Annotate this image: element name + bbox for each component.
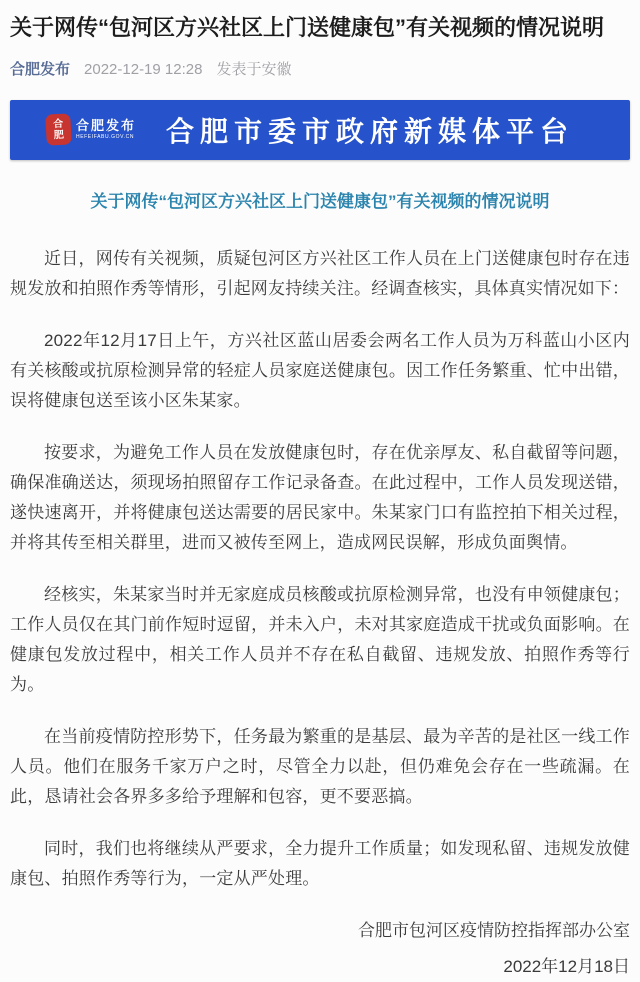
article-body (10, 244, 630, 894)
paragraph-3: 按要求，为避免工作人员在发放健康包时，存在优亲厚友、私自截留等问题，确保准确送达，须现场拍照留存工作记录备查。在此过程中，工作人员发现送错，遂快速离开，并将健康包送达需要的居民家中。朱某家门口有监控拍下相关过程，并将其传至相关群里，进而又被传至网上，造成网民误解，形成负面舆情。 (10, 442, 630, 552)
paragraph-6: 同时，我们也将继续从严要求，全力提升工作质量；如发现私留、违规发放健康包、拍照作秀等行为，一定从严处理。 (10, 838, 630, 888)
paragraph-5: 在当前疫情防控形势下，任务最为繁重的是基层、最为辛苦的是社区一线工作人员。他们在服务千家万户之时，尽管全力以赴，但仍难免会存在一些疏漏。在此，恳请社会各界多多给予理解和包容，更不要恶搞。 (10, 726, 630, 806)
signature-organization: 合肥市包河区疫情防控指挥部办公室 (358, 920, 630, 940)
byline (10, 58, 630, 79)
logo-name: 合肥发布 (76, 117, 137, 133)
seal-char-2: 肥 (53, 129, 65, 142)
red-seal-icon (45, 114, 72, 146)
paragraph-2: 2022年12月17日上午，方兴社区蓝山居委会两名工作人员为万科蓝山小区内有关核酸或抗原检测异常的轻症人员家庭送健康包。因工作任务繁重、忙中出错，误将健康包送至该小区朱某家。 (10, 330, 630, 410)
logo-text (76, 119, 136, 141)
paragraph-4: 经核实，朱某家当时并无家庭成员核酸或抗原检测异常，也没有申领健康包；工作人员仅在其门前作短时逗留，并未入户，未对其家庭造成干扰或负面影响。在健康包发放过程中，相关工作人员并不存在私自截留、违规发放、拍照作秀等行为。 (10, 584, 630, 694)
platform-banner (10, 100, 630, 160)
paragraph-1: 近日，网传有关视频，质疑包河区方兴社区工作人员在上门送健康包时存在违规发放和拍照作秀等情形，引起网友持续关注。经调查核实，具体真实情况如下： (10, 248, 630, 298)
account-name-link[interactable]: 合肥发布 (10, 60, 71, 78)
publish-datetime: 2022-12-19 12:28 (84, 60, 203, 78)
document-subtitle: 关于网传“包河区方兴社区上门送健康包”有关视频的情况说明 (90, 191, 550, 211)
seal-char-1: 合 (52, 118, 64, 131)
logo-domain: HEFEIFABU.GOV.CN (76, 133, 135, 140)
signature-date: 2022年12月18日 (503, 956, 630, 976)
signature-block (10, 916, 630, 982)
article-title: 关于网传“包河区方兴社区上门送健康包”有关视频的情况说明 (10, 15, 605, 40)
publish-location: 发表于安徽 (216, 60, 292, 78)
banner-title: 合肥市委市政府新媒体平台 (166, 116, 575, 148)
hefei-fabu-logo (46, 114, 136, 145)
